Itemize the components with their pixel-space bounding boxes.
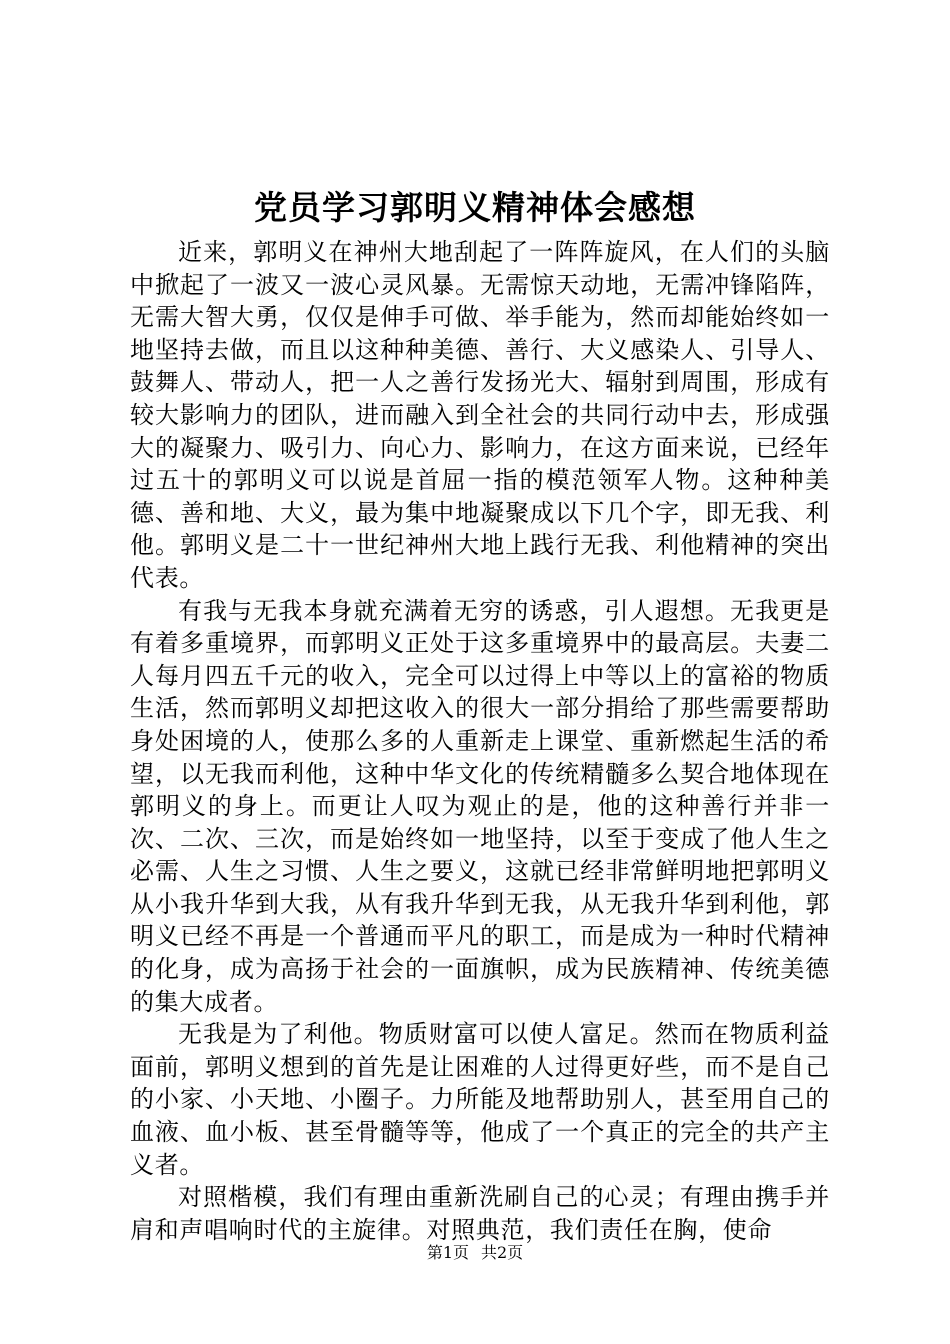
document-body bbox=[130, 236, 830, 1246]
paragraph-1: 近来，郭明义在神州大地刮起了一阵阵旋风，在人们的头脑中掀起了一波又一波心灵风暴。无需惊天动地，无需冲锋陷阵，无需大智大勇，仅仅是伸手可做、举手能为，然而却能始终如一地坚持去做，而且以这种种美德、善行、大义感染人、引导人、鼓舞人、带动人，把一人之善行发扬光大、辐射到周围，形成有较大影响力的团队，进而融入到全社会的共同行动中去，形成强大的凝聚力、吸引力、向心力、影响力，在这方面来说，已经年过五十的郭明义可以说是首屈一指的模范领军人物。这种种美德、善和地、大义，最为集中地凝聚成以下几个字，即无我、利他。郭明义是二十一世纪神州大地上践行无我、利他精神的突出代表。 bbox=[130, 238, 830, 592]
page-total: 共2页 bbox=[481, 1243, 524, 1262]
page-number: 第1页 bbox=[426, 1243, 469, 1262]
paragraph-2: 有我与无我本身就充满着无穷的诱惑，引人遐想。无我更是有着多重境界，而郭明义正处于这多重境界中的最高层。夫妻二人每月四五千元的收入，完全可以过得上中等以上的富裕的物质生活，然而郭明义却把这收入的很大一部分捐给了那些需要帮助身处困境的人，使那么多的人重新走上课堂、重新燃起生活的希望，以无我而利他，这种中华文化的传统精髓多么契合地体现在郭明义的身上。而更让人叹为观止的是，他的这种善行并非一次、二次、三次，而是始终如一地坚持，以至于变成了他人生之必需、人生之习惯、人生之要义，这就已经非常鲜明地把郭明义从小我升华到大我，从有我升华到无我，从无我升华到利他，郭明义已经不再是一个普通而平凡的职工，而是成为一种时代精神的化身，成为高扬于社会的一面旗帜，成为民族精神、传统美德的集大成者。 bbox=[130, 596, 830, 1016]
paragraph-3: 无我是为了利他。物质财富可以使人富足。然而在物质利益面前，郭明义想到的首先是让困难的人过得更好些，而不是自己的小家、小天地、小圈子。力所能及地帮助别人，甚至用自己的血液、血小板、甚至骨髓等等，他成了一个真正的完全的共产主义者。 bbox=[130, 1020, 830, 1179]
document-title: 党员学习郭明义精神体会感想 bbox=[254, 188, 696, 227]
page-footer bbox=[0, 1243, 950, 1263]
paragraph-4: 对照楷模，我们有理由重新洗刷自己的心灵；有理由携手并肩和声唱响时代的主旋律。对照典范，我们责任在胸，使命 bbox=[130, 1183, 830, 1244]
